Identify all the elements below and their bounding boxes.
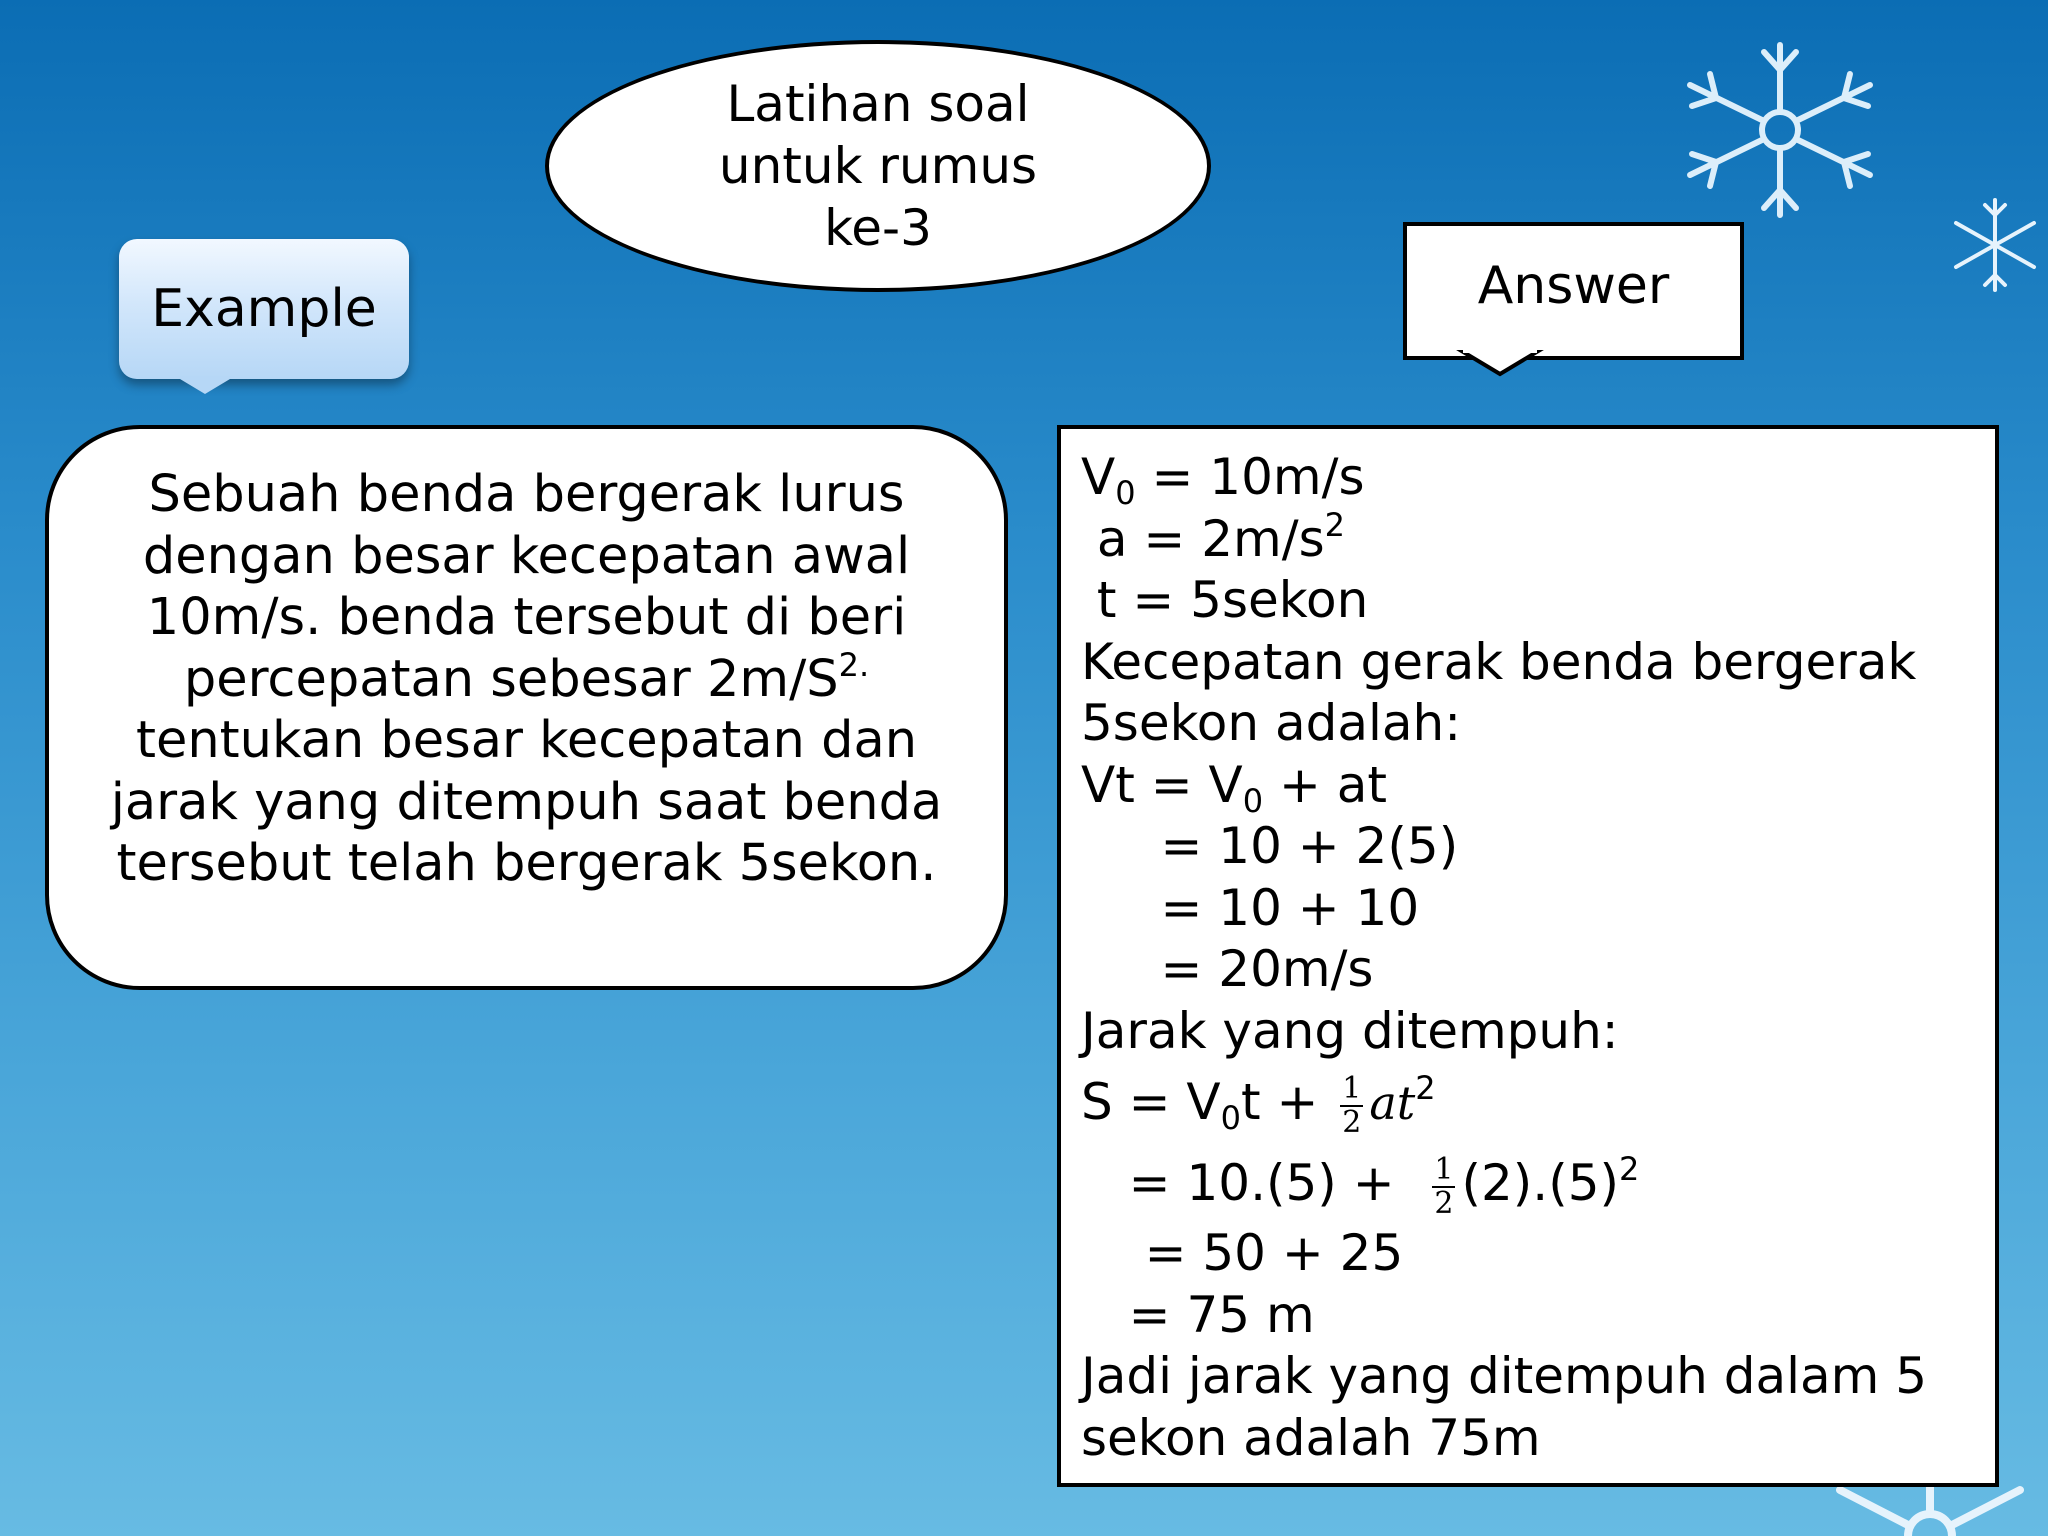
question-line: dengan besar kecepatan awal: [142, 526, 911, 586]
s-mid: t +: [1240, 1073, 1335, 1131]
answer-callout: [1403, 222, 1744, 360]
superscript: 2: [1415, 1069, 1436, 1107]
answer-line-s2: [1081, 1143, 1975, 1223]
answer-line-v0: [1081, 447, 1975, 512]
question-line: [89, 645, 964, 711]
answer-text: Kecepatan gerak benda bergerak: [1081, 632, 1917, 691]
title-oval: [545, 40, 1211, 292]
s2-left: = 10.(5) +: [1081, 1154, 1427, 1212]
snowflake-icon: [1660, 30, 1900, 230]
example-callout: [119, 239, 409, 379]
question-line-text: percepatan sebesar 2m/S: [183, 649, 839, 709]
answer-step: = 50 + 25: [1081, 1224, 1404, 1282]
title-line-1: Latihan soal: [726, 75, 1030, 133]
fraction: [1432, 1151, 1455, 1221]
answer-step: = 10 + 2(5): [1081, 817, 1459, 875]
answer-box: [1057, 425, 1999, 1487]
title-line-3: ke-3: [824, 199, 932, 257]
answer-step: = 75 m: [1081, 1285, 1315, 1344]
snowflake-icon: [1945, 195, 2045, 295]
at-term: at: [1369, 1076, 1416, 1130]
superscript: 2: [1619, 1150, 1640, 1188]
answer-text: Jarak yang ditempuh:: [1081, 1001, 1619, 1060]
question-line: jarak yang ditempuh saat benda: [110, 772, 943, 832]
fraction-numerator: 1: [1342, 1070, 1362, 1106]
subscript: 0: [1115, 474, 1136, 512]
fraction-denominator: 2: [1434, 1185, 1454, 1221]
question-line: 10m/s. benda tersebut di beri: [146, 588, 907, 647]
answer-line-a: [1081, 505, 1975, 571]
example-label: Example: [151, 279, 377, 339]
v-symbol: V: [1081, 448, 1116, 506]
s-left: S = V: [1081, 1073, 1221, 1131]
vt-left: Vt = V: [1081, 755, 1243, 814]
question-box: [45, 425, 1008, 990]
fraction-denominator: 2: [1342, 1104, 1362, 1140]
fraction: [1340, 1070, 1363, 1140]
answer-step: = 10 + 10: [1081, 878, 1420, 937]
subscript: 0: [1220, 1099, 1241, 1137]
superscript: 2.: [838, 645, 870, 684]
answer-step: = 20m/s: [1081, 940, 1374, 998]
v0-value: = 10m/s: [1151, 448, 1365, 506]
answer-label: Answer: [1477, 256, 1670, 316]
answer-line-t: t = 5sekon: [1081, 571, 1369, 629]
answer-callout-tail: [1455, 350, 1545, 380]
answer-text: 5sekon adalah:: [1081, 694, 1462, 752]
s2-right: (2).(5): [1461, 1154, 1620, 1212]
subscript: 0: [1242, 781, 1264, 820]
vt-right: + at: [1263, 755, 1387, 814]
example-callout-tail: [175, 376, 235, 394]
answer-conclusion: sekon adalah 75m: [1081, 1408, 1541, 1467]
a-value: a = 2m/s: [1081, 509, 1325, 568]
question-line: tentukan besar kecepatan dan: [135, 711, 918, 770]
answer-line-s: [1081, 1062, 1975, 1143]
title-line-2: untuk rumus: [718, 137, 1038, 195]
question-line: Sebuah benda bergerak lurus: [148, 465, 905, 524]
answer-conclusion: Jadi jarak yang ditempuh dalam 5: [1081, 1347, 1928, 1405]
fraction-numerator: 1: [1434, 1151, 1454, 1187]
answer-line-vt: [1081, 755, 1975, 820]
superscript: 2: [1324, 505, 1345, 544]
question-line: tersebut telah bergerak 5sekon.: [116, 834, 937, 893]
